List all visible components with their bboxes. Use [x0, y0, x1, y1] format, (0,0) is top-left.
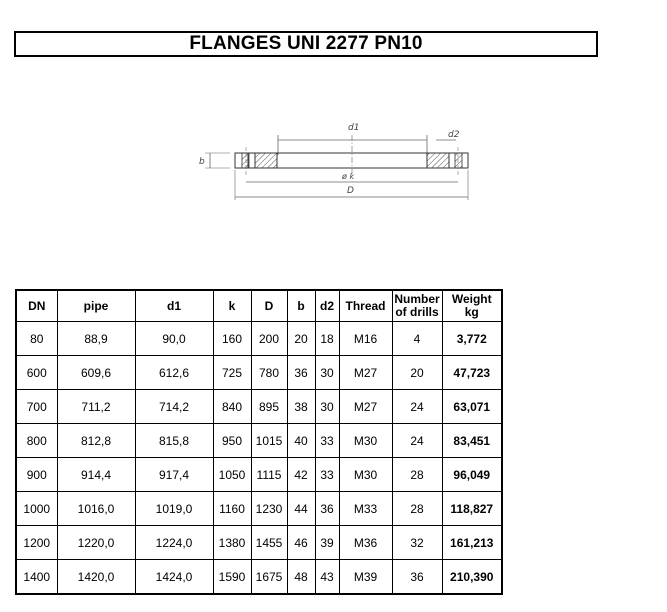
table-row [16, 424, 502, 458]
table-row [16, 322, 502, 356]
cell-b: 38 [287, 390, 315, 424]
label-d2: d2 [448, 130, 460, 140]
cell-b: 20 [287, 322, 315, 356]
table-header-row [16, 290, 502, 322]
cell-k: 160 [213, 322, 251, 356]
cell-k: 1160 [213, 492, 251, 526]
cell-pipe: 1420,0 [57, 560, 135, 595]
cell-k: 1590 [213, 560, 251, 595]
flange-spec-table [15, 289, 503, 595]
cell-d2: 33 [315, 424, 339, 458]
cell-pipe: 711,2 [57, 390, 135, 424]
cell-d2: 18 [315, 322, 339, 356]
cell-drills: 20 [392, 356, 442, 390]
label-d1: d1 [348, 123, 360, 133]
cell-thread: M33 [339, 492, 392, 526]
cell-D: 1015 [251, 424, 287, 458]
cell-D: 1675 [251, 560, 287, 595]
cell-D: 1115 [251, 458, 287, 492]
cell-D: 200 [251, 322, 287, 356]
page-title: FLANGES UNI 2277 PN10 [189, 33, 423, 54]
cell-dn: 80 [16, 322, 57, 356]
cell-thread: M27 [339, 390, 392, 424]
cell-weight: 47,723 [442, 356, 502, 390]
cell-D: 895 [251, 390, 287, 424]
cell-weight: 96,049 [442, 458, 502, 492]
cell-d2: 30 [315, 356, 339, 390]
title-box [14, 31, 598, 57]
cell-d2: 30 [315, 390, 339, 424]
cell-b: 42 [287, 458, 315, 492]
cell-k: 1380 [213, 526, 251, 560]
cell-b: 48 [287, 560, 315, 595]
cell-pipe: 1220,0 [57, 526, 135, 560]
cell-pipe: 812,8 [57, 424, 135, 458]
cell-drills: 28 [392, 458, 442, 492]
cell-k: 950 [213, 424, 251, 458]
cell-thread: M27 [339, 356, 392, 390]
cell-d1: 90,0 [135, 322, 213, 356]
cell-dn: 1000 [16, 492, 57, 526]
cell-dn: 600 [16, 356, 57, 390]
cell-thread: M39 [339, 560, 392, 595]
cell-d2: 36 [315, 492, 339, 526]
cell-d1: 1424,0 [135, 560, 213, 595]
cell-weight: 161,213 [442, 526, 502, 560]
flange-drawing [190, 115, 480, 210]
table-row [16, 356, 502, 390]
table-row [16, 492, 502, 526]
cell-b: 44 [287, 492, 315, 526]
cell-D: 1455 [251, 526, 287, 560]
header-number-of-drills: Number of drills [392, 290, 442, 322]
cell-pipe: 914,4 [57, 458, 135, 492]
cell-d1: 612,6 [135, 356, 213, 390]
cell-thread: M36 [339, 526, 392, 560]
cell-thread: M30 [339, 458, 392, 492]
cell-thread: M16 [339, 322, 392, 356]
header-weight: Weight kg [442, 290, 502, 322]
cell-dn: 800 [16, 424, 57, 458]
label-b: b [199, 157, 205, 167]
cell-D: 1230 [251, 492, 287, 526]
cell-d2: 39 [315, 526, 339, 560]
table-row [16, 526, 502, 560]
cell-dn: 700 [16, 390, 57, 424]
cell-d2: 43 [315, 560, 339, 595]
cell-k: 725 [213, 356, 251, 390]
cell-pipe: 609,6 [57, 356, 135, 390]
cell-dn: 1200 [16, 526, 57, 560]
header-d1: d1 [135, 290, 213, 322]
header-pipe: pipe [57, 290, 135, 322]
cell-weight: 63,071 [442, 390, 502, 424]
cell-b: 46 [287, 526, 315, 560]
header-b: b [287, 290, 315, 322]
header-thread: Thread [339, 290, 392, 322]
cell-dn: 900 [16, 458, 57, 492]
cell-drills: 24 [392, 424, 442, 458]
label-D: D [347, 186, 354, 196]
cell-d1: 815,8 [135, 424, 213, 458]
cell-b: 36 [287, 356, 315, 390]
cell-weight: 83,451 [442, 424, 502, 458]
cell-d2: 33 [315, 458, 339, 492]
cell-thread: M30 [339, 424, 392, 458]
cell-dn: 1400 [16, 560, 57, 595]
header-dn: DN [16, 290, 57, 322]
header-k: k [213, 290, 251, 322]
label-k: ø k [342, 172, 355, 181]
cell-b: 40 [287, 424, 315, 458]
cell-pipe: 88,9 [57, 322, 135, 356]
cell-d1: 714,2 [135, 390, 213, 424]
header-d2: d2 [315, 290, 339, 322]
cell-drills: 32 [392, 526, 442, 560]
cell-d1: 1224,0 [135, 526, 213, 560]
cell-weight: 118,827 [442, 492, 502, 526]
cell-drills: 24 [392, 390, 442, 424]
cell-D: 780 [251, 356, 287, 390]
table-row [16, 560, 502, 595]
cell-weight: 210,390 [442, 560, 502, 595]
header-D: D [251, 290, 287, 322]
table-row [16, 390, 502, 424]
table-row [16, 458, 502, 492]
cell-drills: 36 [392, 560, 442, 595]
cell-d1: 1019,0 [135, 492, 213, 526]
cell-d1: 917,4 [135, 458, 213, 492]
cell-weight: 3,772 [442, 322, 502, 356]
cell-drills: 28 [392, 492, 442, 526]
cell-k: 840 [213, 390, 251, 424]
cell-pipe: 1016,0 [57, 492, 135, 526]
cell-k: 1050 [213, 458, 251, 492]
cell-drills: 4 [392, 322, 442, 356]
